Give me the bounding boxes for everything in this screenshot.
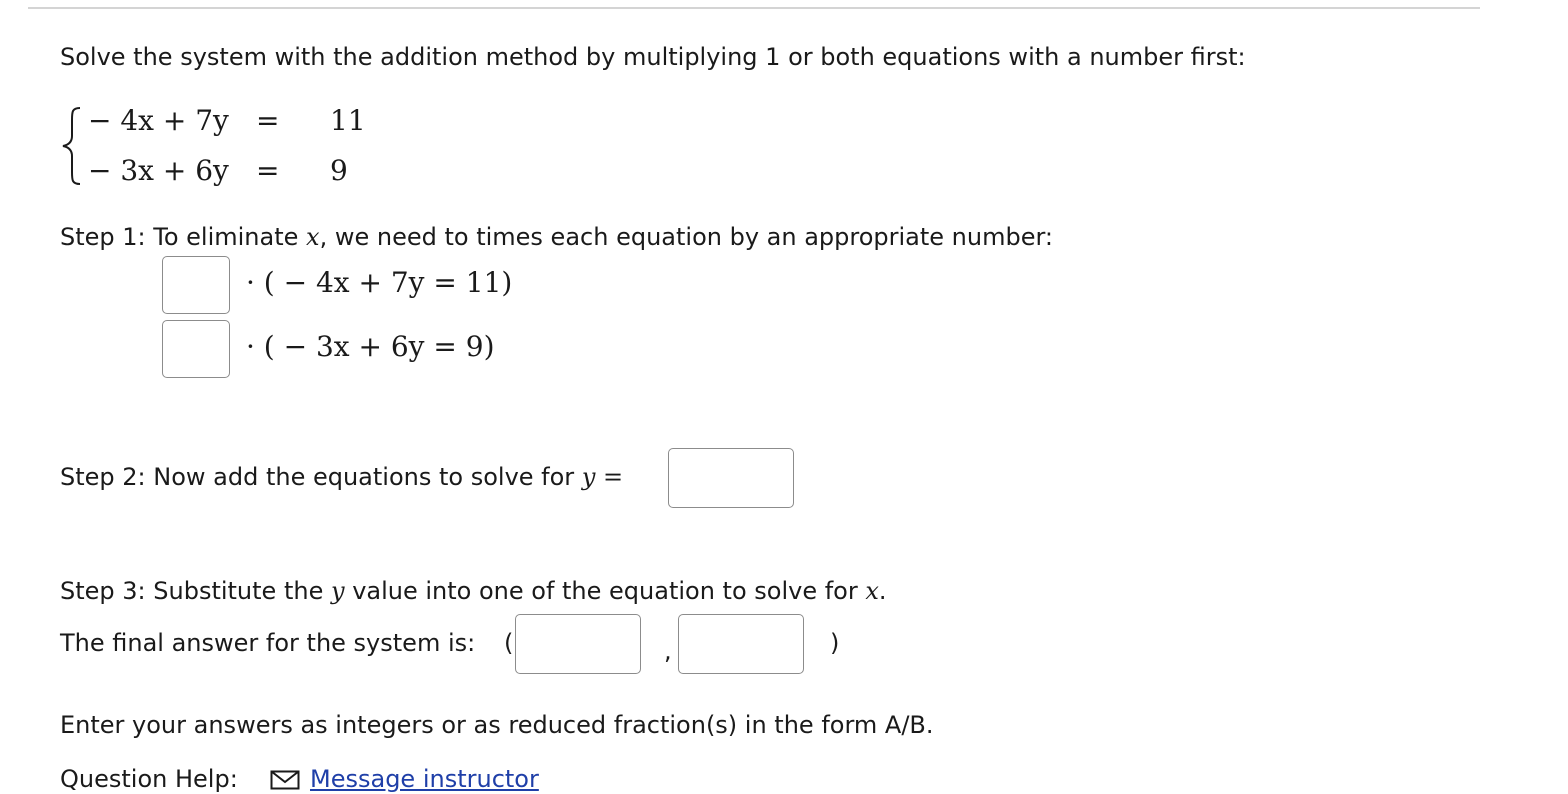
step1-text bbox=[60, 222, 1053, 252]
step3-period: . bbox=[878, 577, 887, 605]
instructions: Solve the system with the addition method by multiplying 1 or both equations with a number first: bbox=[60, 43, 1246, 71]
step2-equals: = bbox=[603, 463, 624, 491]
x-answer-input[interactable] bbox=[515, 614, 641, 674]
close-paren: ) bbox=[830, 629, 840, 657]
left-brace bbox=[60, 106, 82, 186]
mail-icon bbox=[270, 770, 300, 790]
final-answer-label: The final answer for the system is: bbox=[60, 629, 476, 657]
step3-var-y: y bbox=[330, 577, 345, 605]
step3-label-a: Step 3: Substitute the bbox=[60, 577, 324, 605]
step2-label: Step 2: Now add the equations to solve for bbox=[60, 463, 575, 491]
question-help-label: Question Help: bbox=[60, 765, 238, 793]
eq2-rhs: 9 bbox=[330, 154, 348, 187]
multiplier-2-input[interactable] bbox=[162, 320, 230, 378]
y-answer-input[interactable] bbox=[678, 614, 804, 674]
step3-label-b: value into one of the equation to solve for bbox=[352, 577, 858, 605]
step2-var: y bbox=[581, 463, 596, 491]
message-instructor-link[interactable]: Message instructor bbox=[310, 765, 539, 793]
answer-format-note: Enter your answers as integers or as reduced fraction(s) in the form A/B. bbox=[60, 711, 934, 739]
step1-row2: · ( − 3x + 6y = 9) bbox=[246, 330, 495, 363]
step1-row1: · ( − 4x + 7y = 11) bbox=[246, 266, 513, 299]
eq1-equals: = bbox=[256, 104, 280, 137]
step1-rest: , we need to times each equation by an appropriate number: bbox=[319, 223, 1054, 251]
step3-text bbox=[60, 576, 887, 606]
y-value-input[interactable] bbox=[668, 448, 794, 508]
eq1-lhs: − 4x + 7y bbox=[88, 104, 229, 137]
top-divider bbox=[28, 7, 1480, 9]
open-paren: ( bbox=[504, 629, 514, 657]
multiplier-1-input[interactable] bbox=[162, 256, 230, 314]
step3-var-x: x bbox=[865, 577, 879, 605]
eq2-lhs: − 3x + 6y bbox=[88, 154, 229, 187]
step1-var: x bbox=[306, 223, 320, 251]
eq1-rhs: 11 bbox=[330, 104, 366, 137]
eq2-equals: = bbox=[256, 154, 280, 187]
step1-label: Step 1: To eliminate bbox=[60, 223, 299, 251]
step2-text bbox=[60, 462, 623, 492]
comma: , bbox=[664, 637, 672, 665]
